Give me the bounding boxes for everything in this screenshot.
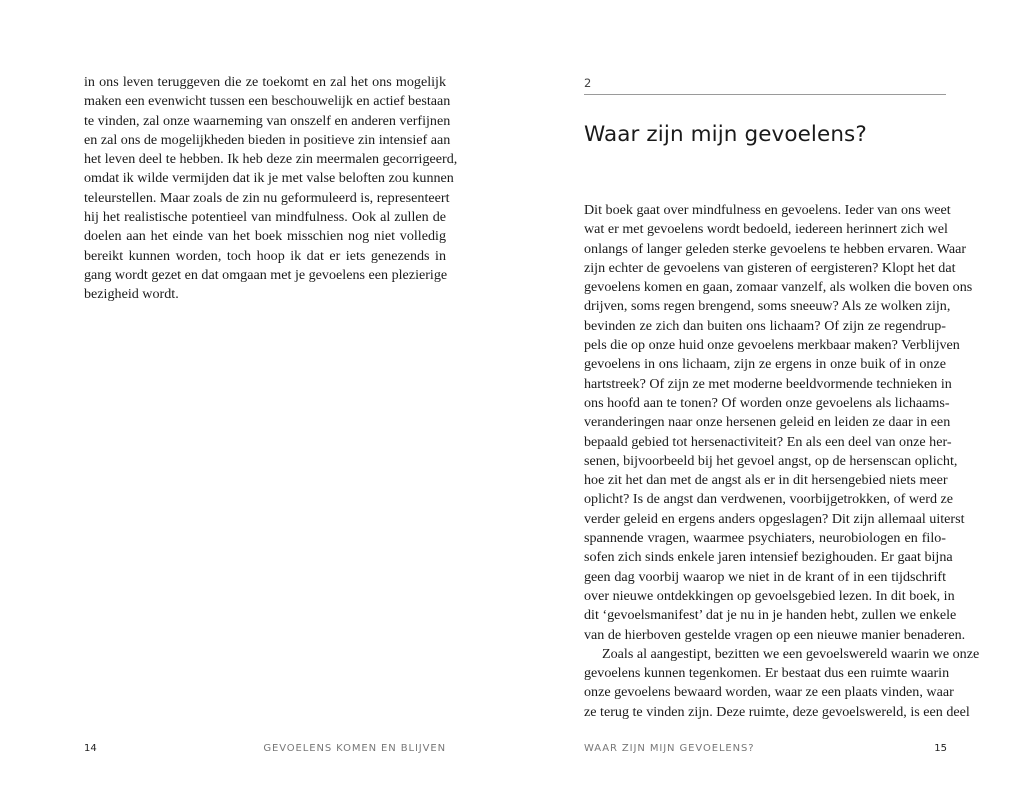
text-line: geen dag voorbij waarop we niet in de krant of in een tijdschrift	[584, 568, 946, 585]
text-line: zijn echter de gevoelens van gisteren of eergisteren? Klopt het dat	[584, 259, 956, 276]
text-line: hoe zit het dan met de angst als er in dit hersengebied niets meer	[584, 472, 948, 489]
text-line: gang wordt gezet en dat omgaan met je gevoelens een plezierige	[84, 266, 448, 283]
text-line: sofen zich sinds enkele jaren intensief bezighouden. Er gaat bijna	[584, 549, 953, 566]
text-line: oplicht? Is de angst dan verdwenen, voorbijgetrokken, of werd ze	[584, 491, 954, 508]
chapter-title: Waar zijn mijn gevoelens?	[584, 122, 867, 147]
text-line: Dit boek gaat over mindfulness en gevoelens. Ieder van ons weet	[584, 202, 951, 218]
text-line: te vinden, zal onze waarneming van onszelf en anderen verfijnen	[84, 112, 451, 129]
text-line: bereikt kunnen worden, toch hoop ik dat er iets genezends in	[84, 247, 446, 264]
chapter-divider-rule	[584, 94, 946, 95]
page-number-right: 15	[934, 743, 947, 754]
text-line: hartstreek? Of zijn ze met moderne beeldvormende technieken in	[584, 375, 952, 392]
text-line: gevoelens in ons lichaam, zijn ze ergens in onze buik of in onze	[584, 356, 946, 373]
right-page	[514, 0, 1029, 800]
text-line: verder geleid en ergens anders opgeslagen? Dit zijn allemaal uiterst	[584, 510, 965, 527]
text-line: bevinden ze zich dan buiten ons lichaam? Of zijn ze regendrup-	[584, 317, 946, 334]
text-line: gevoelens komen en gaan, zomaar vanzelf, als wolken die boven ons	[584, 279, 973, 296]
text-line: van de hierboven gestelde vragen op een nieuwe manier benaderen.	[584, 626, 966, 643]
text-line: Zoals al aangestipt, bezitten we een gevoelswereld waarin we onze	[602, 645, 980, 662]
text-line: bezigheid wordt.	[84, 286, 179, 303]
text-line: ze terug te vinden zijn. Deze ruimte, deze gevoelswereld, is een deel	[584, 703, 970, 720]
text-line: ons hoofd aan te tonen? Of worden onze gevoelens als lichaams-	[584, 394, 950, 411]
text-line: spannende vragen, waarmee psychiaters, neurobiologen en filo-	[584, 530, 946, 547]
text-line: en zal ons de mogelijkheden bieden in positieve zin intensief aan	[84, 131, 451, 148]
text-line: maken een evenwicht tussen een beschouwelijk en actief bestaan	[84, 93, 451, 110]
text-line: veranderingen naar onze hersenen geleid en leiden ze daar in een	[584, 414, 951, 431]
text-line: onze gevoelens bewaard worden, waar ze een plaats vinden, waar	[584, 684, 954, 701]
paragraph	[84, 73, 458, 305]
text-line: doelen aan het einde van het boek misschien nog niet volledig	[84, 228, 446, 245]
text-line: pels die op onze huid onze gevoelens merkbaar maken? Verblijven	[584, 337, 960, 354]
paragraph-2	[584, 645, 980, 722]
text-line: drijven, soms regen brengend, soms sneeuw? Als ze wolken zijn,	[584, 298, 951, 315]
text-line: hij het realistische potentieel van mindfulness. Ook al zullen de	[84, 209, 446, 226]
right-page-body-text	[584, 201, 980, 722]
text-line: senen, bijvoorbeeld bij het gevoel angst, op de hersenscan oplicht,	[584, 452, 958, 469]
running-head-right: WAAR ZIJN MIJN GEVOELENS?	[584, 743, 755, 754]
text-line: teleurstellen. Maar zoals de zin nu geformuleerd is, representeert	[84, 189, 450, 206]
text-line: over nieuwe ontdekkingen op gevoelsgebied lezen. In dit boek, in	[584, 587, 955, 604]
text-line: onlangs of langer geleden sterke gevoelens te hebben ervaren. Waar	[584, 240, 967, 257]
page-number-left: 14	[84, 743, 97, 754]
left-page-body-text	[84, 73, 458, 305]
text-line: bepaald gebied tot hersenactiviteit? En als een deel van onze her-	[584, 433, 952, 450]
text-line: dit ‘gevoelsmanifest’ dat je nu in je handen hebt, zullen we enkele	[584, 607, 957, 624]
paragraph-1	[584, 201, 973, 645]
text-line: wat er met gevoelens wordt bedoeld, iedereen herinnert zich wel	[584, 221, 948, 238]
text-line: gevoelens kunnen tegenkomen. Er bestaat dus een ruimte waarin	[584, 665, 950, 682]
running-head-left: GEVOELENS KOMEN EN BLIJVEN	[263, 743, 446, 754]
text-line: omdat ik wilde vermijden dat ik je met valse beloften zou kunnen	[84, 170, 454, 187]
chapter-number: 2	[584, 76, 592, 90]
text-line: in ons leven teruggeven die ze toekomt en zal het ons mogelijk	[84, 74, 446, 90]
left-page	[0, 0, 514, 800]
text-line: het leven deel te hebben. Ik heb deze zin meermalen gecorrigeerd,	[84, 151, 458, 168]
